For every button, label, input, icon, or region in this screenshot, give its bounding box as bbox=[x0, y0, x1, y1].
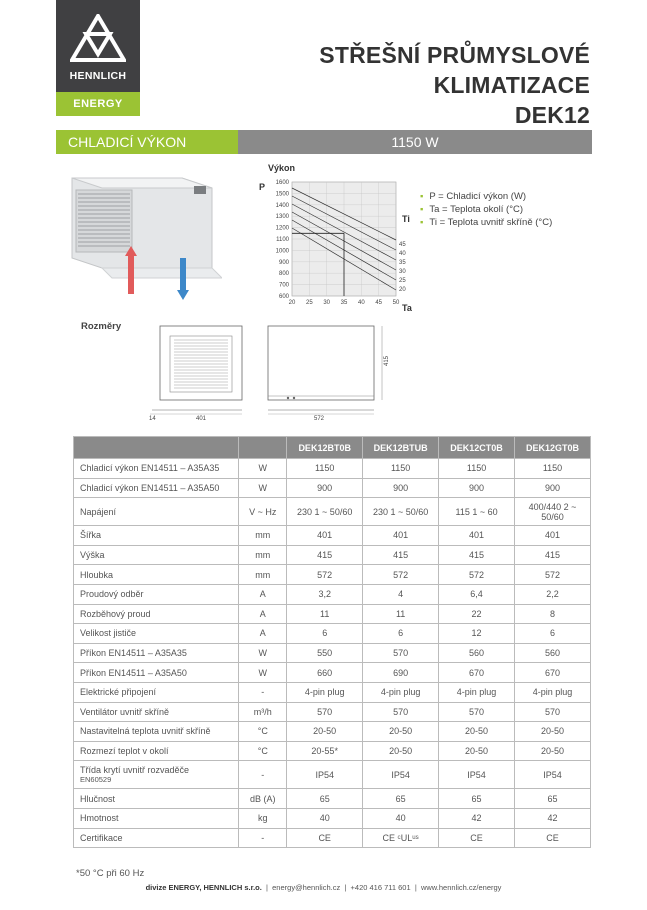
legend-item: ▪ Ti = Teplota uvnitř skříně (°C) bbox=[420, 216, 552, 229]
row-label bbox=[74, 545, 239, 565]
legend-item: ▪ Ta = Teplota okolí (°C) bbox=[420, 203, 552, 216]
row-value: 401 bbox=[287, 526, 363, 546]
row-value: 670 bbox=[515, 663, 591, 683]
table-header-cell: DEK12BTUB bbox=[363, 437, 439, 459]
row-value: 115 1 ~ 60 bbox=[439, 498, 515, 526]
row-unit: mm bbox=[239, 545, 287, 565]
row-label-text: Příkon EN14511 – A35A50 bbox=[80, 667, 187, 678]
row-label bbox=[74, 565, 239, 585]
side-dimension-drawing bbox=[262, 322, 392, 426]
row-unit: V ~ Hz bbox=[239, 498, 287, 526]
graph-y-letter: P bbox=[259, 182, 266, 192]
side-height-label: 415 bbox=[384, 355, 390, 366]
row-value: 12 bbox=[439, 624, 515, 644]
row-label bbox=[74, 722, 239, 742]
row-label bbox=[74, 663, 239, 683]
footer-company: divize ENERGY, HENNLICH s.r.o. bbox=[145, 883, 262, 892]
title-line-1: STŘEŠNÍ PRŮMYSLOVÉ bbox=[319, 42, 590, 68]
row-value: 4 bbox=[363, 584, 439, 604]
row-value: 401 bbox=[439, 526, 515, 546]
row-value: 560 bbox=[439, 643, 515, 663]
title-line-3: DEK12 bbox=[514, 102, 590, 128]
row-value: 4-pin plug bbox=[439, 682, 515, 702]
table-row bbox=[74, 643, 591, 663]
row-value: 20-55* bbox=[287, 741, 363, 761]
row-label bbox=[74, 604, 239, 624]
row-value: CE bbox=[515, 828, 591, 848]
row-label bbox=[74, 643, 239, 663]
row-value: 560 bbox=[515, 643, 591, 663]
cooling-capacity-value: 1150 W bbox=[238, 130, 592, 154]
row-value: 572 bbox=[515, 565, 591, 585]
table-header-cell bbox=[239, 437, 287, 459]
table-row bbox=[74, 545, 591, 565]
table-row bbox=[74, 526, 591, 546]
row-label-text: Příkon EN14511 – A35A35 bbox=[80, 648, 187, 659]
row-value: 4-pin plug bbox=[515, 682, 591, 702]
row-value: 20-50 bbox=[439, 722, 515, 742]
row-value: 11 bbox=[287, 604, 363, 624]
table-row bbox=[74, 565, 591, 585]
table-row bbox=[74, 682, 591, 702]
row-value: IP54 bbox=[515, 761, 591, 789]
row-value: 415 bbox=[363, 545, 439, 565]
table-row bbox=[74, 624, 591, 644]
row-label bbox=[74, 498, 239, 526]
graph-y-tick: 900 bbox=[278, 259, 289, 266]
row-value: 1150 bbox=[363, 459, 439, 479]
page-title bbox=[319, 40, 590, 130]
row-value: 65 bbox=[363, 789, 439, 809]
row-value: 65 bbox=[439, 789, 515, 809]
graph-x-tick: 30 bbox=[323, 300, 331, 306]
table-row bbox=[74, 828, 591, 848]
graph-title: Výkon bbox=[268, 163, 296, 173]
air-conditioner-product-image bbox=[62, 168, 222, 308]
row-value: 401 bbox=[363, 526, 439, 546]
row-value: 570 bbox=[363, 643, 439, 663]
row-value: 660 bbox=[287, 663, 363, 683]
row-value: 401 bbox=[515, 526, 591, 546]
row-value: 670 bbox=[439, 663, 515, 683]
table-header-row bbox=[74, 437, 591, 459]
row-value: 3,2 bbox=[287, 584, 363, 604]
row-unit: - bbox=[239, 761, 287, 789]
graph-legend bbox=[420, 190, 552, 229]
row-unit: A bbox=[239, 624, 287, 644]
row-unit: mm bbox=[239, 526, 287, 546]
row-value: 900 bbox=[363, 478, 439, 498]
row-value: 40 bbox=[363, 808, 439, 828]
table-row bbox=[74, 478, 591, 498]
row-value: 570 bbox=[439, 702, 515, 722]
graph-y-tick: 1000 bbox=[275, 248, 289, 255]
row-unit: W bbox=[239, 663, 287, 683]
row-value: IP54 bbox=[287, 761, 363, 789]
graph-x-tick: 50 bbox=[392, 300, 400, 306]
row-label-text: Elektrické připojení bbox=[80, 687, 157, 698]
graph-ti-letter: Ti bbox=[402, 214, 410, 224]
row-unit: - bbox=[239, 828, 287, 848]
table-header-cell: DEK12BT0B bbox=[287, 437, 363, 459]
row-label bbox=[74, 761, 239, 789]
row-value: CE bbox=[439, 828, 515, 848]
graph-ti-tick: 20 bbox=[399, 287, 406, 293]
hennlich-logo-icon bbox=[70, 14, 126, 64]
row-value: 570 bbox=[363, 702, 439, 722]
row-label-text: Chladicí výkon EN14511 – A35A50 bbox=[80, 482, 220, 493]
row-value: IP54 bbox=[363, 761, 439, 789]
table-header-cell: DEK12GT0B bbox=[515, 437, 591, 459]
graph-x-tick: 35 bbox=[340, 300, 348, 306]
row-label bbox=[74, 828, 239, 848]
graph-ti-tick: 30 bbox=[399, 269, 406, 275]
row-value: 20-50 bbox=[515, 741, 591, 761]
row-value: 415 bbox=[439, 545, 515, 565]
legend-item: ▪ P = Chladicí výkon (W) bbox=[420, 190, 552, 203]
row-value: 4-pin plug bbox=[287, 682, 363, 702]
front-width-label: 401 bbox=[196, 416, 207, 422]
brand-division: ENERGY bbox=[56, 92, 140, 116]
row-label bbox=[74, 741, 239, 761]
row-label-text: Rozběhový proud bbox=[80, 608, 151, 619]
table-header-cell bbox=[74, 437, 239, 459]
graph-y-tick: 1500 bbox=[275, 191, 289, 198]
row-value: 550 bbox=[287, 643, 363, 663]
footer-web[interactable]: www.hennlich.cz/energy bbox=[420, 883, 502, 892]
row-label-text: Třída krytí uvnitř rozvaděče bbox=[80, 764, 190, 775]
table-row bbox=[74, 604, 591, 624]
row-value: 2,2 bbox=[515, 584, 591, 604]
row-unit: W bbox=[239, 643, 287, 663]
graph-ti-tick: 40 bbox=[399, 251, 406, 257]
graph-y-tick: 1400 bbox=[275, 202, 289, 209]
row-value: 20-50 bbox=[363, 741, 439, 761]
row-unit: W bbox=[239, 478, 287, 498]
row-label-text: Hmotnost bbox=[80, 813, 119, 824]
row-unit: - bbox=[239, 682, 287, 702]
row-value: 65 bbox=[515, 789, 591, 809]
row-unit: mm bbox=[239, 565, 287, 585]
table-row bbox=[74, 663, 591, 683]
row-label bbox=[74, 478, 239, 498]
graph-y-tick: 1200 bbox=[275, 225, 289, 232]
row-label-text: Napájení bbox=[80, 506, 117, 517]
row-value: CE bbox=[287, 828, 363, 848]
row-value: 900 bbox=[287, 478, 363, 498]
table-row bbox=[74, 741, 591, 761]
row-value: 4-pin plug bbox=[363, 682, 439, 702]
row-value: 900 bbox=[515, 478, 591, 498]
row-value: 690 bbox=[363, 663, 439, 683]
row-unit: dB (A) bbox=[239, 789, 287, 809]
row-label-text: Nastavitelná teplota uvnitř skříně bbox=[80, 726, 211, 737]
row-value: 1150 bbox=[287, 459, 363, 479]
side-width-label: 572 bbox=[314, 416, 325, 422]
graph-y-tick: 1300 bbox=[275, 214, 289, 221]
capacity-graph bbox=[256, 160, 426, 320]
footnote: *50 °C při 60 Hz bbox=[76, 868, 145, 879]
row-unit: °C bbox=[239, 741, 287, 761]
row-value: 20-50 bbox=[515, 722, 591, 742]
row-label bbox=[74, 624, 239, 644]
spec-table bbox=[73, 436, 591, 848]
row-value: 65 bbox=[287, 789, 363, 809]
row-value: 42 bbox=[515, 808, 591, 828]
row-unit: W bbox=[239, 459, 287, 479]
row-value: 1150 bbox=[515, 459, 591, 479]
row-value: 572 bbox=[363, 565, 439, 585]
footer-email[interactable]: energy@hennlich.cz bbox=[272, 883, 341, 892]
row-unit: kg bbox=[239, 808, 287, 828]
table-row bbox=[74, 584, 591, 604]
table-row bbox=[74, 808, 591, 828]
row-sublabel: EN60529 bbox=[80, 774, 112, 784]
graph-x-tick: 45 bbox=[375, 300, 383, 306]
brand-name: HENNLICH bbox=[69, 70, 127, 82]
row-value: 230 1 ~ 50/60 bbox=[287, 498, 363, 526]
row-value: CE ᶜULᵘˢ bbox=[363, 828, 439, 848]
graph-y-tick: 600 bbox=[278, 294, 289, 300]
table-row bbox=[74, 789, 591, 809]
table-row bbox=[74, 459, 591, 479]
row-label-text: Proudový odběr bbox=[80, 589, 144, 600]
footer-phone: +420 416 711 601 bbox=[350, 883, 411, 892]
brand-logo bbox=[56, 0, 140, 116]
graph-ti-tick: 25 bbox=[399, 278, 406, 284]
row-value: 400/440 2 ~ 50/60 bbox=[515, 498, 591, 526]
dimensions-label: Rozměry bbox=[81, 321, 122, 332]
row-label-text: Výška bbox=[80, 550, 105, 561]
row-unit: m³/h bbox=[239, 702, 287, 722]
table-header-cell: DEK12CT0B bbox=[439, 437, 515, 459]
graph-y-tick: 1600 bbox=[275, 180, 289, 186]
graph-x-tick: 25 bbox=[305, 300, 313, 306]
row-value: 900 bbox=[439, 478, 515, 498]
row-label bbox=[74, 702, 239, 722]
row-label bbox=[74, 808, 239, 828]
graph-ti-tick: 35 bbox=[399, 260, 406, 266]
row-value: 20-50 bbox=[363, 722, 439, 742]
row-value: 20-50 bbox=[439, 741, 515, 761]
row-value: 6 bbox=[515, 624, 591, 644]
row-value: 6 bbox=[287, 624, 363, 644]
row-value: 230 1 ~ 50/60 bbox=[363, 498, 439, 526]
row-value: 415 bbox=[287, 545, 363, 565]
row-value: 570 bbox=[287, 702, 363, 722]
row-value: 6 bbox=[363, 624, 439, 644]
row-value: 40 bbox=[287, 808, 363, 828]
row-label bbox=[74, 584, 239, 604]
graph-x-tick: 40 bbox=[357, 300, 365, 306]
graph-y-tick: 700 bbox=[278, 282, 289, 289]
table-row bbox=[74, 702, 591, 722]
row-value: 572 bbox=[287, 565, 363, 585]
row-value: 1150 bbox=[439, 459, 515, 479]
graph-x-tick: 20 bbox=[288, 300, 296, 306]
row-label-text: Hlučnost bbox=[80, 793, 116, 804]
graph-ti-tick: 45 bbox=[399, 242, 406, 248]
row-value: 22 bbox=[439, 604, 515, 624]
row-label bbox=[74, 526, 239, 546]
cooling-capacity-band bbox=[56, 130, 592, 154]
row-value: 415 bbox=[515, 545, 591, 565]
row-label bbox=[74, 789, 239, 809]
row-unit: A bbox=[239, 584, 287, 604]
graph-y-tick: 800 bbox=[278, 271, 289, 278]
row-label-text: Hloubka bbox=[80, 569, 114, 580]
graph-y-tick: 1100 bbox=[276, 237, 289, 243]
row-value: 20-50 bbox=[287, 722, 363, 742]
page-footer: divize ENERGY, HENNLICH s.r.o. | energy@hennlich.cz | +420 416 711 601 | www.hennlich.cz/energy bbox=[145, 883, 502, 892]
row-label-text: Šířka bbox=[80, 530, 102, 541]
table-row bbox=[74, 498, 591, 526]
row-value: 11 bbox=[363, 604, 439, 624]
table-row bbox=[74, 722, 591, 742]
row-label bbox=[74, 682, 239, 702]
row-label-text: Velikost jističe bbox=[80, 628, 137, 639]
cooling-capacity-label: CHLADICÍ VÝKON bbox=[56, 130, 238, 154]
row-value: 8 bbox=[515, 604, 591, 624]
row-label bbox=[74, 459, 239, 479]
table-row bbox=[74, 761, 591, 789]
row-label-text: Certifikace bbox=[80, 832, 123, 843]
row-unit: °C bbox=[239, 722, 287, 742]
graph-x-letter: Ta bbox=[402, 303, 412, 313]
title-line-2: KLIMATIZACE bbox=[433, 72, 590, 98]
row-value: 6,4 bbox=[439, 584, 515, 604]
row-value: IP54 bbox=[439, 761, 515, 789]
row-label-text: Chladicí výkon EN14511 – A35A35 bbox=[80, 463, 220, 474]
row-label-text: Rozmezí teplot v okolí bbox=[80, 746, 169, 757]
row-label-text: Ventilátor uvnitř skříně bbox=[80, 706, 170, 717]
row-value: 572 bbox=[439, 565, 515, 585]
row-value: 570 bbox=[515, 702, 591, 722]
front-dimension-drawing bbox=[146, 322, 246, 426]
row-value: 42 bbox=[439, 808, 515, 828]
front-depth-label: 14 bbox=[149, 416, 156, 422]
row-unit: A bbox=[239, 604, 287, 624]
